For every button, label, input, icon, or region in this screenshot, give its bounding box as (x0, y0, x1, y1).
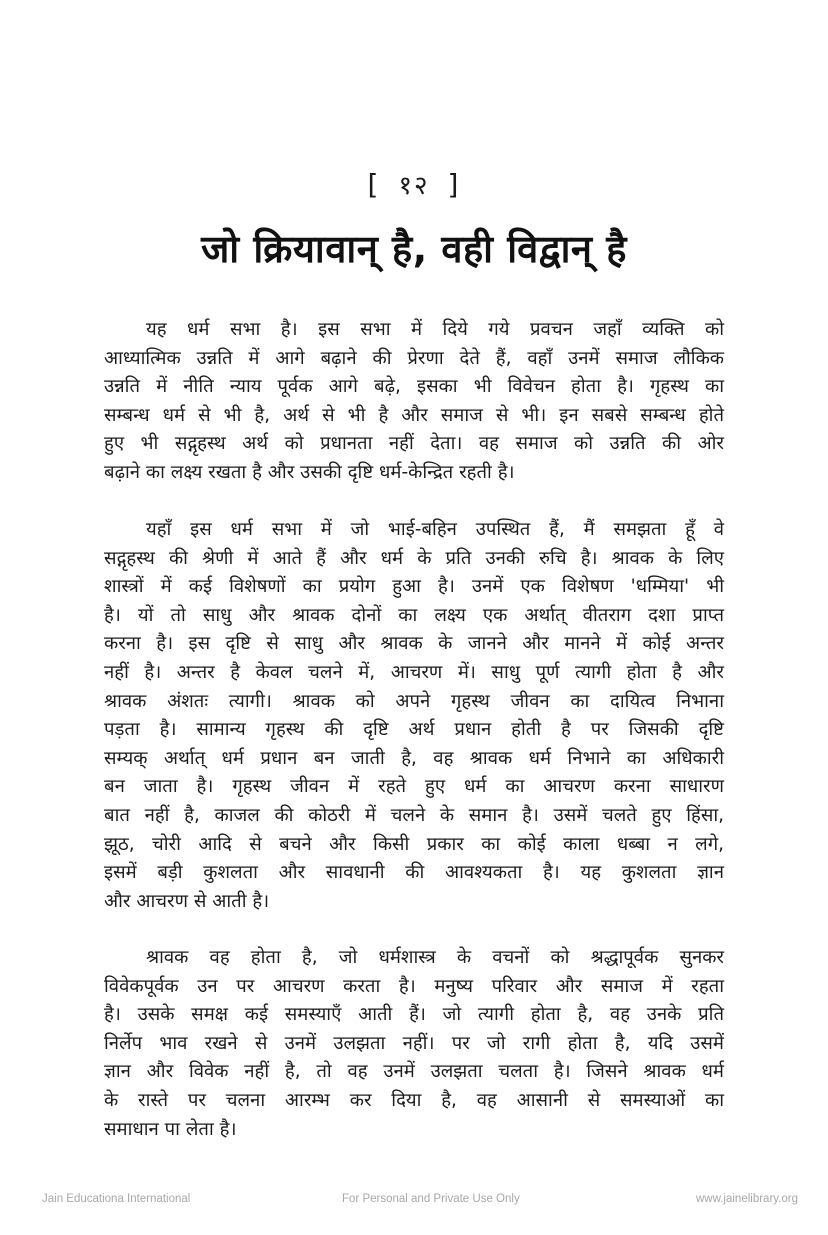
bracket-close: ] (447, 168, 461, 201)
text-line: सम्यक् अर्थात् धर्म प्रधान बन जाती है, वह श्रावक धर्म निभाने का अधिकारी (104, 747, 724, 769)
footer-usage-note: For Personal and Private Use Only (342, 1193, 520, 1205)
text-line: शास्त्रों में कई विशेषणों का प्रयोग हुआ है। उनमें एक विशेषण 'धम्मिया' भी (104, 576, 724, 598)
chapter-title: जो क्रियावान् है, वही विद्वान् है (201, 227, 627, 271)
text-line: है। यों तो साधु और श्रावक दोनों का लक्ष्य एक अर्थात् वीतराग दशा प्राप्त (104, 604, 724, 626)
text-line: विवेकपूर्वक उन पर आचरण करता है। मनुष्य परिवार और समाज में रहता (104, 975, 724, 997)
text-line: सद्गृहस्थ की श्रेणी में आते हैं और धर्म के प्रति उनकी रुचि है। श्रावक के लिए (104, 547, 724, 569)
chapter-number-value: १२ (398, 171, 430, 201)
paragraph-1 (104, 316, 724, 488)
text-line: और आचरण से आती है। (104, 890, 270, 912)
footer-publisher: Jain Educationa International (42, 1193, 191, 1205)
text-line: समाधान पा लेता है। (104, 1118, 237, 1140)
text-line: झूठ, चोरी आदि से बचने और किसी प्रकार का कोई काला धब्बा न लगे, (104, 833, 724, 855)
text-line: के रास्ते पर चलना आरम्भ कर दिया है, वह आसानी से समस्याओं का (104, 1089, 724, 1111)
text-line: आध्यात्मिक उन्नति में आगे बढ़ाने की प्रेरणा देते हैं, वहाँ उनमें समाज लौकिक (104, 347, 724, 369)
text-line: श्रावक वह होता है, जो धर्मशास्त्र के वचनों को श्रद्धापूर्वक सुनकर (146, 947, 724, 968)
chapter-number (0, 166, 828, 202)
text-line: हुए भी सद्गृहस्थ अर्थ को प्रधानता नहीं देता। वह समाज को उन्नति की ओर (104, 433, 724, 455)
text-line: निर्लेप भाव रखने से उनमें उलझता नहीं। पर जो रागी होता है, यदि उसमें (104, 1032, 724, 1054)
text-line: है। उसके समक्ष कई समस्याएँ आती हैं। जो त्यागी होता है, वह उनके प्रति (104, 1004, 724, 1026)
text-line: सम्बन्ध धर्म से भी है, अर्थ से भी है और समाज से भी। इन सबसे सम्बन्ध होते (104, 404, 724, 426)
paragraph-2 (104, 516, 724, 916)
text-line: बढ़ाने का लक्ष्य रखता है और उसकी दृष्टि धर्म-केन्द्रित रहती है। (104, 461, 515, 483)
text-line: श्रावक अंशतः त्यागी। श्रावक को अपने गृहस्थ जीवन का दायित्व निभाना (104, 690, 724, 712)
text-line: करना है। इस दृष्टि से साधु और श्रावक के जानने और मानने में कोई अन्तर (104, 633, 724, 655)
text-line: यहाँ इस धर्म सभा में जो भाई-बहिन उपस्थित हैं, मैं समझता हूँ वे (146, 519, 724, 540)
text-line: पड़ता है। सामान्य गृहस्थ की दृष्टि अर्थ प्रधान होती है पर जिसकी दृष्टि (104, 719, 724, 741)
text-line: नहीं है। अन्तर है केवल चलने में, आचरण में। साधु पूर्ण त्यागी होता है और (104, 661, 724, 683)
text-line: यह धर्म सभा है। इस सभा में दिये गये प्रवचन जहाँ व्यक्ति को (146, 319, 724, 340)
text-line: उन्नति में नीति न्याय पूर्वक आगे बढ़े, इसका भी विवेचन होता है। गृहस्थ का (104, 376, 724, 398)
text-line: बात नहीं है, काजल की कोठरी में चलने के समान है। उसमें चलते हुए हिंसा, (104, 804, 724, 826)
footer-website: www.jainelibrary.org (695, 1193, 798, 1205)
page-footer (0, 1193, 828, 1209)
paragraph-3 (104, 944, 724, 1144)
text-line: इसमें बड़ी कुशलता और सावधानी की आवश्यकता है। यह कुशलता ज्ञान (104, 862, 724, 884)
bracket-open: [ (367, 168, 381, 201)
text-line: ज्ञान और विवेक नहीं है, तो वह उनमें उलझता चलता है। जिसने श्रावक धर्म (104, 1061, 724, 1083)
text-line: बन जाता है। गृहस्थ जीवन में रहते हुए धर्म का आचरण करना साधारण (104, 776, 724, 798)
